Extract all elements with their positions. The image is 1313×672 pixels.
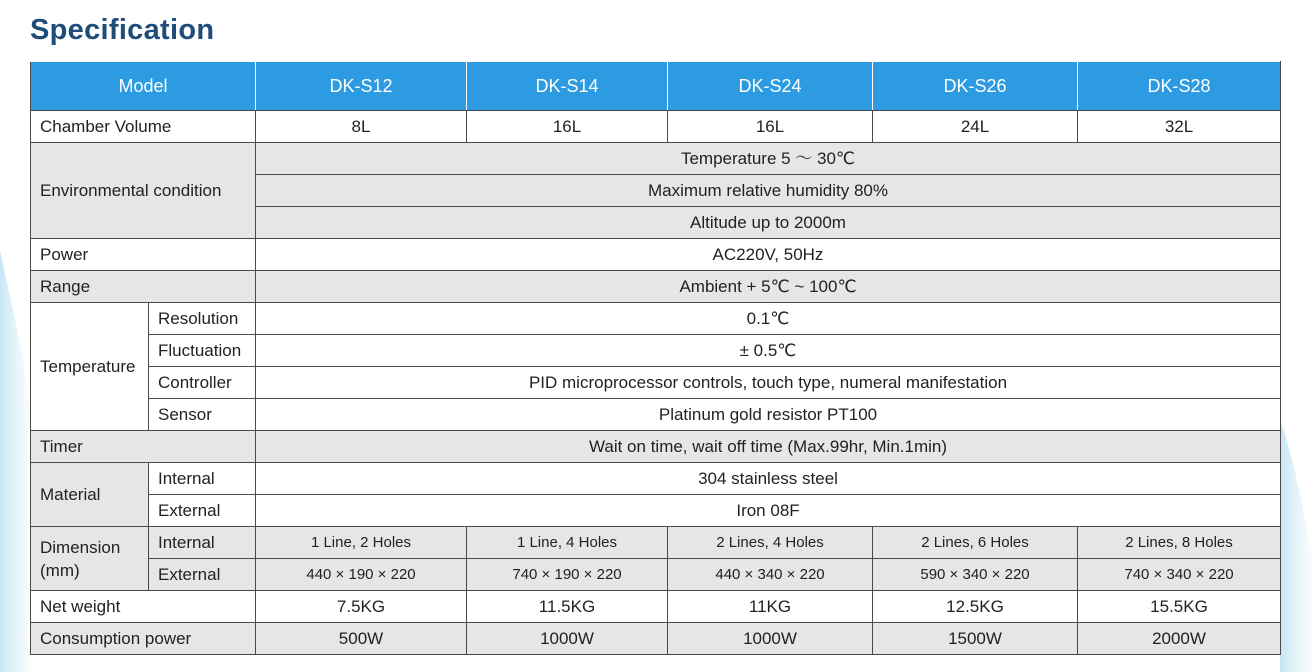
row-label: Consumption power (31, 623, 256, 655)
cell-value: 24L (873, 111, 1078, 143)
header-model: DK-S28 (1078, 62, 1281, 111)
header-model: DK-S14 (467, 62, 668, 111)
sub-label: Fluctuation (149, 335, 256, 367)
row-label: Environmental condition (31, 143, 256, 239)
cell-value: 1000W (668, 623, 873, 655)
cell-value: Altitude up to 2000m (256, 207, 1281, 239)
cell-value: PID microprocessor controls, touch type, numeral manifestation (256, 367, 1281, 399)
cell-value: 1 Line, 2 Holes (256, 527, 467, 559)
table-row-dimension (31, 559, 1281, 591)
cell-value: 2 Lines, 4 Holes (668, 527, 873, 559)
sub-label: Internal (149, 463, 256, 495)
cell-value: 740 × 340 × 220 (1078, 559, 1281, 591)
cell-value: 0.1℃ (256, 303, 1281, 335)
cell-value: 590 × 340 × 220 (873, 559, 1078, 591)
table-row-temperature (31, 399, 1281, 431)
cell-value: Iron 08F (256, 495, 1281, 527)
page-title: Specification (30, 14, 215, 46)
header-model: DK-S24 (668, 62, 873, 111)
table-row-temperature (31, 303, 1281, 335)
cell-value: Ambient + 5℃ ~ 100℃ (256, 271, 1281, 303)
cell-value: Maximum relative humidity 80% (256, 175, 1281, 207)
table-row-chamber-volume (31, 111, 1281, 143)
table-header-row (31, 62, 1281, 111)
cell-value: 2000W (1078, 623, 1281, 655)
cell-value: 16L (668, 111, 873, 143)
row-label: Material (31, 463, 149, 527)
table-row-range (31, 271, 1281, 303)
sub-label: Sensor (149, 399, 256, 431)
header-model: DK-S12 (256, 62, 467, 111)
cell-value: 16L (467, 111, 668, 143)
sub-label: Internal (149, 527, 256, 559)
row-label: Temperature (31, 303, 149, 431)
sub-label: Controller (149, 367, 256, 399)
row-label: Dimension (mm) (31, 527, 149, 591)
table-row-timer (31, 431, 1281, 463)
cell-value: AC220V, 50Hz (256, 239, 1281, 271)
cell-value: Platinum gold resistor PT100 (256, 399, 1281, 431)
specification-table (30, 61, 1281, 655)
table-row-temperature (31, 367, 1281, 399)
cell-value: ± 0.5℃ (256, 335, 1281, 367)
table-row-temperature (31, 335, 1281, 367)
row-label: Timer (31, 431, 256, 463)
cell-value: 11KG (668, 591, 873, 623)
cell-value: 15.5KG (1078, 591, 1281, 623)
table-row-consumption (31, 623, 1281, 655)
cell-value: 1 Line, 4 Holes (467, 527, 668, 559)
cell-value: Wait on time, wait off time (Max.99hr, Min.1min) (256, 431, 1281, 463)
cell-value: 440 × 190 × 220 (256, 559, 467, 591)
header-model: DK-S26 (873, 62, 1078, 111)
cell-value: 11.5KG (467, 591, 668, 623)
cell-value: 440 × 340 × 220 (668, 559, 873, 591)
cell-value: 8L (256, 111, 467, 143)
cell-value: 12.5KG (873, 591, 1078, 623)
row-label: Net weight (31, 591, 256, 623)
table-row-dimension (31, 527, 1281, 559)
sub-label: Resolution (149, 303, 256, 335)
cell-value: Temperature 5 ～ 30℃ (256, 143, 1281, 175)
sub-label: External (149, 495, 256, 527)
cell-value: 32L (1078, 111, 1281, 143)
cell-value: 1500W (873, 623, 1078, 655)
header-model-label: Model (31, 62, 256, 111)
cell-value: 7.5KG (256, 591, 467, 623)
cell-value: 1000W (467, 623, 668, 655)
row-label: Power (31, 239, 256, 271)
table-row-material (31, 495, 1281, 527)
table-row-environment (31, 143, 1281, 175)
sub-label: External (149, 559, 256, 591)
row-label: Range (31, 271, 256, 303)
cell-value: 2 Lines, 6 Holes (873, 527, 1078, 559)
table-row-material (31, 463, 1281, 495)
cell-value: 740 × 190 × 220 (467, 559, 668, 591)
cell-value: 2 Lines, 8 Holes (1078, 527, 1281, 559)
row-label: Chamber Volume (31, 111, 256, 143)
cell-value: 304 stainless steel (256, 463, 1281, 495)
table-row-net-weight (31, 591, 1281, 623)
cell-value: 500W (256, 623, 467, 655)
table-row-power (31, 239, 1281, 271)
